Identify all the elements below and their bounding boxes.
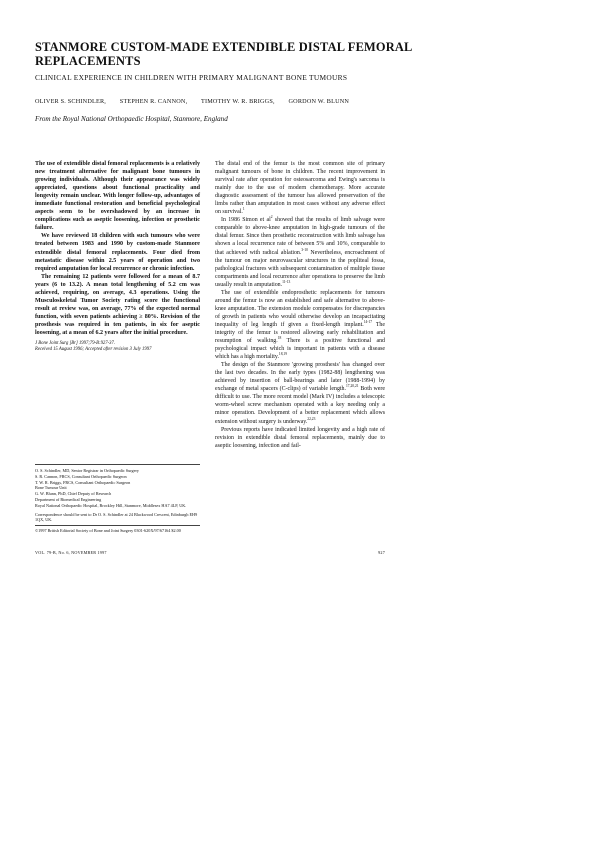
reference-superscript: 17,20,21 (345, 384, 359, 389)
reference-superscript: 18 (277, 336, 282, 341)
author-note: S. R. Cannon, FRCS, Consultant Orthopaedic Surgeon (35, 473, 127, 479)
author-note: Bone Tumour Unit (35, 485, 67, 491)
received-dates: Received 15 August 1996; Accepted after revision 3 July 1997 (35, 347, 152, 353)
author-note: Royal National Orthopaedic Hospital, Brockley Hill, Stanmore, Middlesex HA7 4LP, UK. (35, 502, 187, 508)
abstract-paragraph: The use of extendible distal femoral replacements is a relatively new treatment alternative for malignant bone tumours in growing individuals. Although their appearance was widely appreciated, questions about functional practicality and longevity remain unclear. With longer follow-up, advantages of immediate functional restoration and beneficial psychological aspects seem to be overshadowed by an increase in complications such as aseptic loosening, infection or prosthetic failure. (35, 161, 200, 232)
reference-superscript: 3-10 (301, 247, 308, 252)
body-paragraph: The distal end of the femur is the most common site of primary malignant tumours of bone in children. The recent improvement in survival rate after operation for osteosarcoma and Ewing's sarcoma is mainly due to the use of modern chemotherapy. More accurate diagnostic assessment of the tumour has allowed preservation of the limbs rather than amputation in most cases without any adverse effect on survival.$^1$ (215, 161, 385, 216)
left-column (35, 160, 200, 353)
reference-superscript: 11-13 (282, 279, 291, 284)
reference-superscript: 2 (270, 215, 273, 220)
page-number: 927 (378, 550, 385, 555)
affiliation: From the Royal National Orthopaedic Hospital, Stanmore, England (35, 115, 228, 123)
author-note: O. S. Schindler, MD, Senior Registrar in Orthopaedic Surgery (35, 468, 139, 473)
author-name: OLIVER S. SCHINDLER, (35, 98, 107, 105)
abstract (35, 160, 200, 337)
reference-superscript: 14-17 (363, 319, 373, 324)
reference-superscript: 1 (242, 207, 245, 212)
author-name: STEPHEN R. CANNON, (119, 98, 188, 105)
reference-superscript: 22,23 (307, 416, 316, 421)
reference-superscript: 18,19 (278, 352, 288, 357)
author-note: G. W. Blunn, PhD, Chief Deputy of Research (35, 491, 112, 497)
article-title: STANMORE CUSTOM-MADE EXTENDIBLE DISTAL FEMORAL REPLACEMENTS (35, 40, 412, 68)
body-paragraph: Previous reports have indicated limited longevity and a high rate of revision in extendible distal femoral replacements, mainly due to aseptic loosening, infection and fail- (215, 426, 385, 449)
abstract-paragraph: The remaining 12 patients were followed for a mean of 8.7 years (6 to 13.2). A mean total lengthening of 5.2 cm was achieved, requiring, on average, 4.3 operations. Using the Musculoskeletal Tumor Society rating score the functional result at review was, on average, 77% of the expected normal function, with seven patients achieving ≥ 80%. Revision of the prosthesis was required in ten patients, in six for aseptic loosening, at a mean of 6.2 years after the initial procedure. (35, 273, 200, 336)
body-paragraph: In 1986 Simon et $al^2$ showed that the results of limb salvage were comparable to above-knee amputation in high-grade tumours of the distal femur. Since then prosthetic reconstruction with limb salvage has shown a local recurrence rate of between 5% and 10%, comparable to that achieved with radical ablation.$^{3-10}$ Nevertheless, encroachment of the tumour on major neurovascular structures in the popliteal fossa, pathological fractures with subsequent contamination of multiple tissue compartments and local recurrence after operations to preserve the limb usually result in amputation.$^{11-13}$ (215, 215, 385, 288)
abstract-paragraph: We have reviewed 18 children with such tumours who were treated between 1983 and 1990 by custom-made Stanmore extendible distal femoral replacements. Four died from metastatic disease within 2.5 years of operation and two required amputation for local recurrence or chronic infection. (35, 233, 200, 272)
volume-info: VOL. 79-B, No. 6, NOVEMBER 1997 (35, 550, 107, 555)
author-list (35, 98, 555, 105)
author-notes (35, 464, 200, 534)
correspondence: Correspondence should be sent to Dr O. S. Schindler at 24 Blackwood Crescent, Edinburgh EH9 1QX, UK. (35, 511, 198, 523)
body-paragraph: The use of extendible endoprosthetic replacements for tumours around the femur is now an established and safe alternative to above-knee amputation. The extension module compensates for discrepancies of growth in patients who would otherwise develop an incapacitating inequality of leg length if given a fixed-length implant.$^{14-17}$ The integrity of the femur is restored allowing early rehabilitation and resumption of walking.$^{18}$ There is a positive functional and psychological impact which is important in patients with a disease which has a high mortality.$^{18,19}$ (215, 289, 386, 361)
author-name: GORDON W. BLUNN (288, 98, 350, 105)
page-footer (35, 550, 385, 556)
copyright: ©1997 British Editorial Society of Bone and Joint Surgery 0301-620X/97/67164 $2.00 (35, 525, 200, 534)
article-subtitle: CLINICAL EXPERIENCE IN CHILDREN WITH PRIMARY MALIGNANT BONE TUMOURS (35, 73, 348, 82)
right-column (215, 160, 385, 450)
journal-citation: J Bone Joint Surg [Br] 1997;79-B:927-37. (35, 341, 116, 347)
author-name: TIMOTHY W. R. BRIGGS, (200, 98, 275, 105)
author-note: T. W. R. Briggs, FRCS, Consultant Orthopaedic Surgeon (35, 479, 131, 485)
body-paragraph: The design of the Stanmore 'growing prosthesis' has changed over the last two decades. In the early types (1982-88) lengthening was achieved by insertion of ball-bearings and later (1988-1994) by exchange of metal spacers (C-clips) of variable length.$^{17,20,21}$ Both were difficult to use. The more recent model (Mark IV) includes a telescopic worm-wheel screw mechanism operated with a key needing only a minor operation. Development of a better replacement which allows extension without surgery is underway.$^{22,23}$ (215, 362, 385, 425)
citation-block (35, 341, 200, 353)
body-text (215, 160, 385, 450)
author-note: Department of Biomedical Engineering (35, 496, 102, 502)
